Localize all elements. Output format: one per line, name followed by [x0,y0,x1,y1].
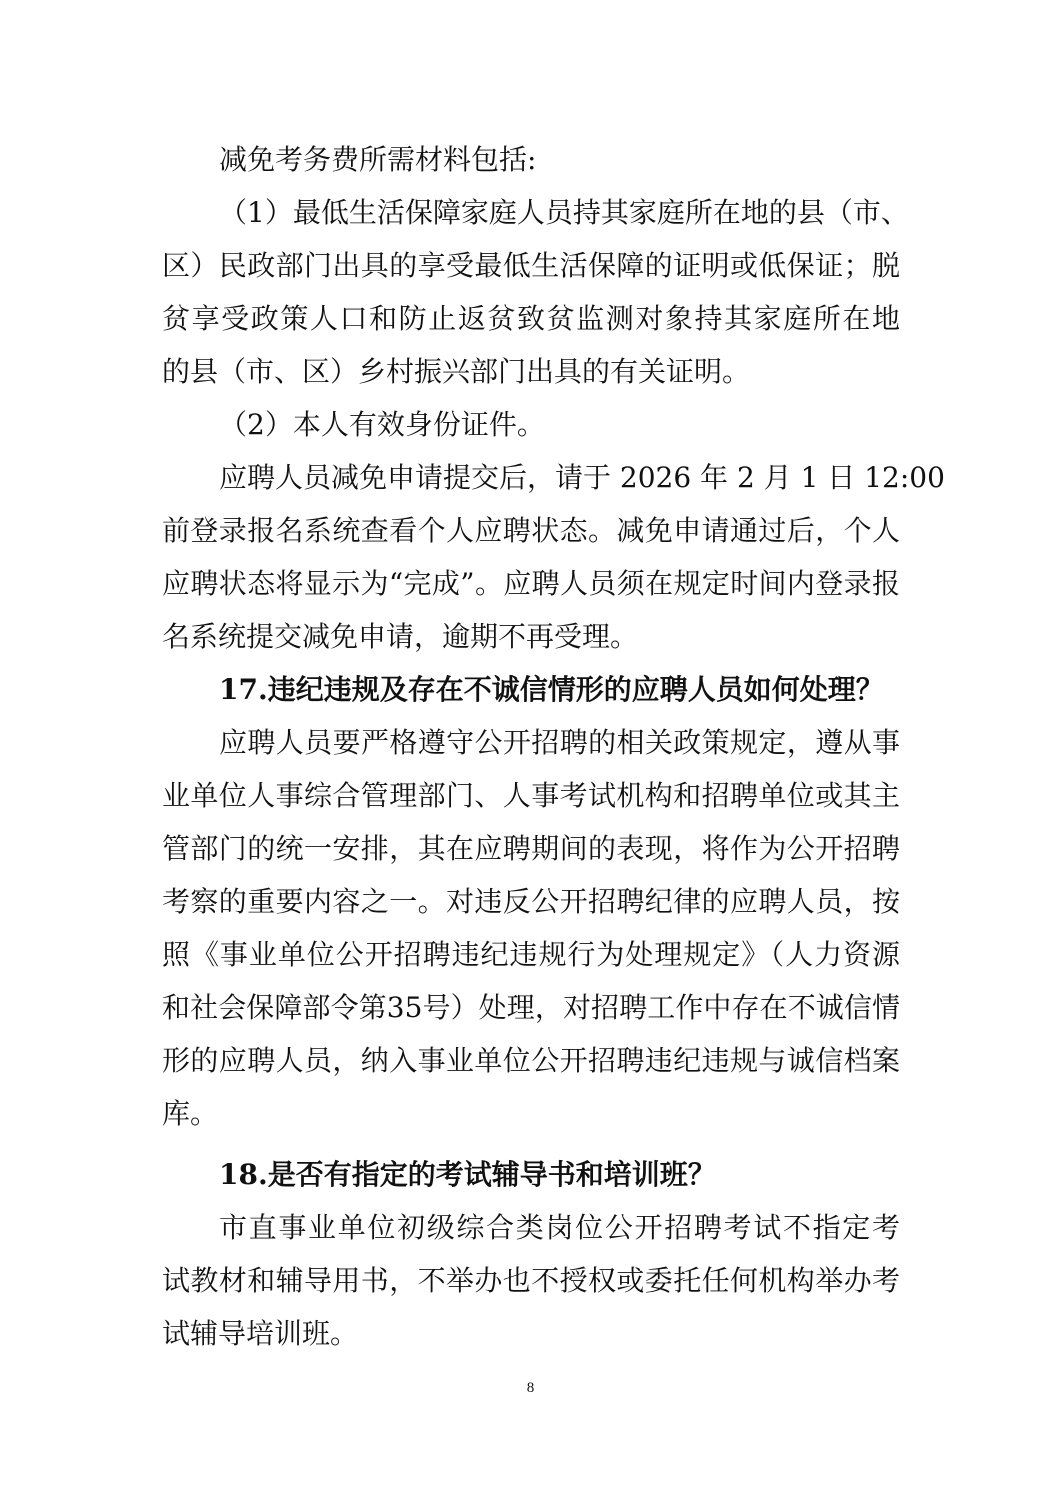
answer-17-line-5: 照《事业单位公开招聘违纪违规行为处理规定》（人力资源 [162,938,900,971]
page-number: 8 [526,1380,535,1396]
item-2: （2）本人有效身份证件。 [219,408,545,441]
question-17-heading: 17.违纪违规及存在不诚信情形的应聘人员如何处理？ [219,673,884,706]
answer-17-line-8: 库。 [162,1097,219,1130]
answer-17-line-7: 形的应聘人员，纳入事业单位公开招聘违纪违规与诚信档案 [162,1044,900,1077]
item-1-line-1: （1）最低生活保障家庭人员持其家庭所在地的县（市、 [219,196,909,229]
submission-line-1: 应聘人员减免申请提交后，请于 2026 年 2 月 1 日 12:00 [219,461,945,494]
answer-17-line-1: 应聘人员要严格遵守公开招聘的相关政策规定，遵从事 [219,726,900,759]
document-body [162,133,945,1360]
question-18-heading: 18.是否有指定的考试辅导书和培训班？ [219,1158,716,1191]
item-1-line-2: 区）民政部门出具的享受最低生活保障的证明或低保证；脱 [162,249,900,282]
answer-17-line-3: 管部门的统一安排，其在应聘期间的表现，将作为公开招聘 [162,832,900,865]
answer-18-line-1: 市直事业单位初级综合类岗位公开招聘考试不指定考 [219,1211,900,1244]
answer-18-line-3: 试辅导培训班。 [162,1317,359,1350]
section-gap [162,1140,900,1148]
submission-line-3: 应聘状态将显示为“完成”。应聘人员须在规定时间内登录报 [162,567,900,600]
answer-17-line-2: 业单位人事综合管理部门、人事考试机构和招聘单位或其主 [162,779,900,812]
item-1-line-3: 贫享受政策人口和防止返贫致贫监测对象持其家庭所在地 [162,302,900,335]
answer-17-line-4: 考察的重要内容之一。对违反公开招聘纪律的应聘人员，按 [162,885,900,918]
materials-intro: 减免考务费所需材料包括: [219,143,537,176]
item-1-line-4: 的县（市、区）乡村振兴部门出具的有关证明。 [162,355,751,388]
answer-18-line-2: 试教材和辅导用书，不举办也不授权或委托任何机构举办考 [162,1264,900,1297]
answer-17-line-6: 和社会保障部令第35号）处理，对招聘工作中存在不诚信情 [162,991,900,1024]
submission-line-2: 前登录报名系统查看个人应聘状态。减免申请通过后，个人 [162,514,900,547]
submission-line-4: 名系统提交减免申请，逾期不再受理。 [162,620,639,653]
